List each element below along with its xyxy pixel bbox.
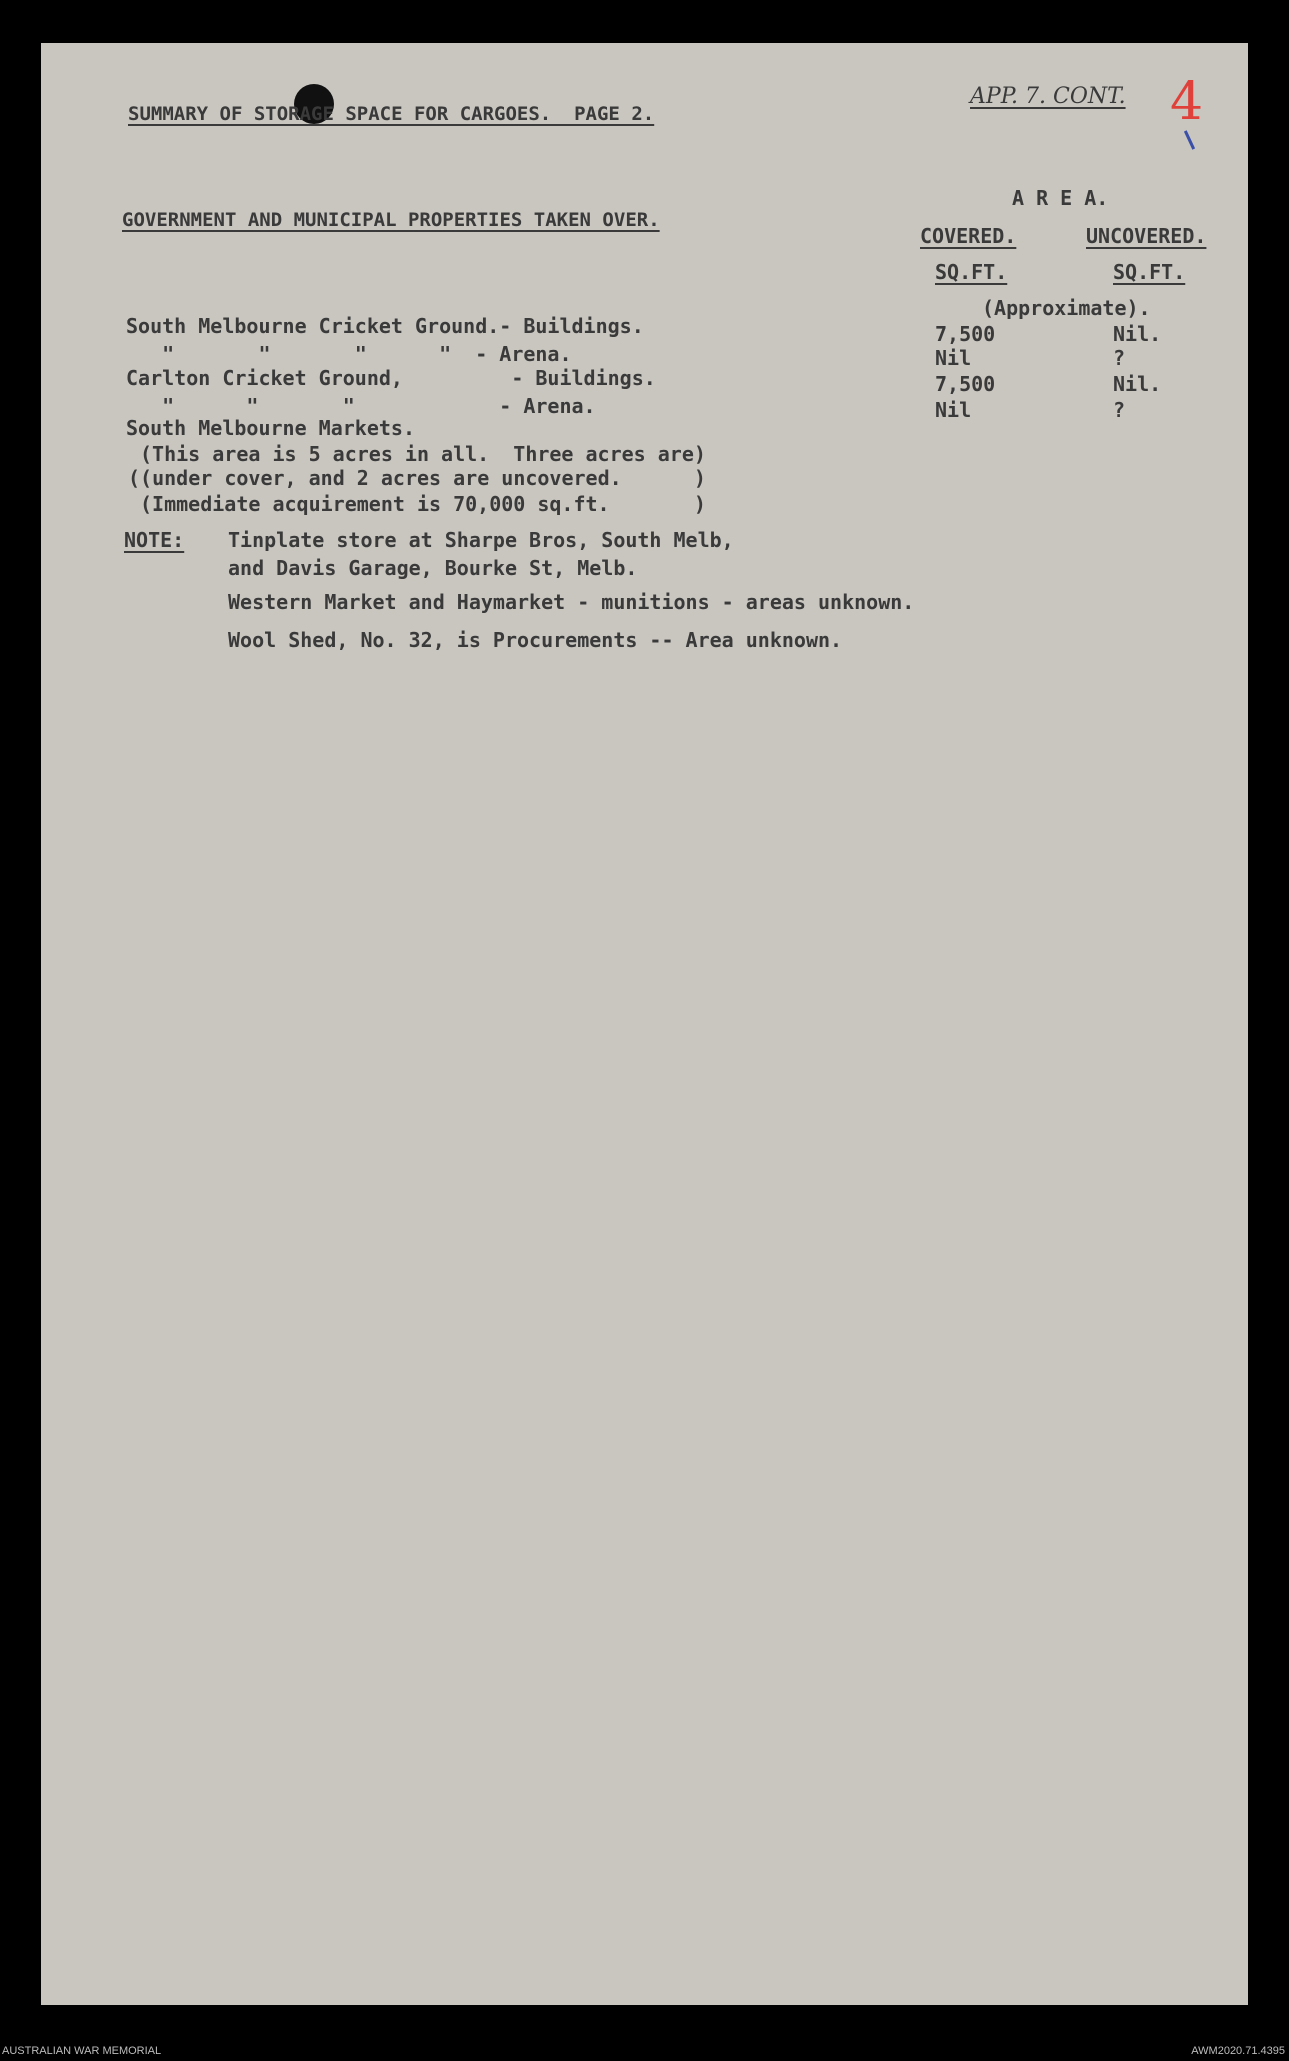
markets-line: ((under cover, and 2 acres are uncovered. ) [128, 466, 706, 490]
page-number-mark: 4 [1170, 72, 1204, 132]
note-extra-line: Wool Shed, No. 32, is Procurements -- Area unknown. [228, 628, 843, 652]
table-row-label: South Melbourne Cricket Ground.- Buildings. [126, 314, 644, 338]
covered-value: Nil [935, 398, 972, 422]
appendix-annotation: APP. 7. CONT. [970, 84, 1126, 109]
uncovered-value: Nil. [1113, 372, 1162, 396]
table-row-label: Carlton Cricket Ground, - Buildings. [126, 366, 656, 390]
covered-unit: SQ.FT. [935, 260, 1008, 284]
footer-reference: AWM2020.71.4395 [1191, 2045, 1285, 2057]
covered-value: 7,500 [935, 322, 996, 346]
note-extra-line: Western Market and Haymarket - munitions - areas unknown. [228, 590, 915, 614]
covered-heading: COVERED. [920, 224, 1017, 248]
section-title: GOVERNMENT AND MUNICIPAL PROPERTIES TAKEN OVER. [122, 209, 660, 231]
table-row-label: " " " - Arena. [126, 394, 596, 418]
page-header: SUMMARY OF STORAGE SPACE FOR CARGOES. PAGE 2. [128, 103, 655, 125]
footer-institution: AUSTRALIAN WAR MEMORIAL [2, 2045, 162, 2057]
approximate-note: (Approximate). [982, 296, 1151, 320]
uncovered-unit: SQ.FT. [1113, 260, 1186, 284]
table-row-label: " " " " - Arena. [126, 342, 572, 366]
uncovered-value: ? [1113, 398, 1126, 422]
note-line: Tinplate store at Sharpe Bros, South Melb, [228, 528, 734, 552]
uncovered-value: ? [1113, 346, 1126, 370]
covered-value: Nil [935, 346, 972, 370]
uncovered-value: Nil. [1113, 322, 1162, 346]
area-heading: A R E A. [1012, 186, 1109, 210]
markets-line: (Immediate acquirement is 70,000 sq.ft. ) [140, 492, 706, 516]
note-line: and Davis Garage, Bourke St, Melb. [228, 556, 638, 580]
uncovered-heading: UNCOVERED. [1086, 224, 1207, 248]
covered-value: 7,500 [935, 372, 996, 396]
markets-title: South Melbourne Markets. [126, 416, 415, 440]
markets-line: (This area is 5 acres in all. Three acres are) [140, 442, 706, 466]
note-label: NOTE: [124, 528, 185, 552]
